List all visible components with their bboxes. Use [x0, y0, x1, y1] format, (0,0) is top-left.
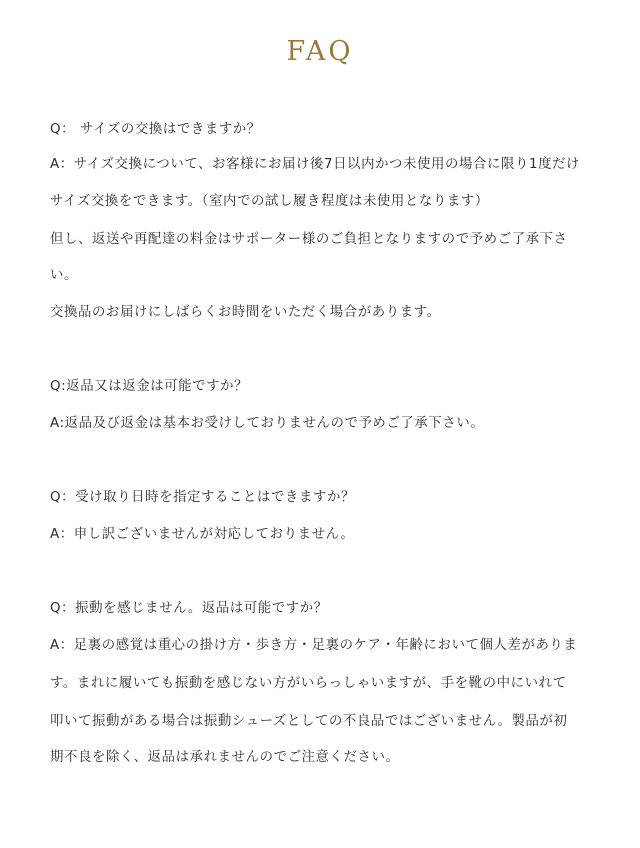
faq-answer-line: サイズ交換をできます。（室内での試し履き程度は未使用となります） [50, 194, 489, 209]
faq-answer-line: A：足裏の感覚は重心の掛け方・歩き方・足裏のケア・年齢において個人差がありま [50, 638, 578, 653]
faq-answer-line: A：申し訳ございませんが対応しておりません。 [50, 527, 355, 542]
faq-answer-line: A:返品及び返金は基本お受けしておりませんので予めご了承下さい。 [50, 416, 485, 431]
faq-answer-line: す。まれに履いても振動を感じない方がいらっしゃいますが、手を靴の中にいれて [50, 676, 567, 691]
faq-answer-line: 但し、返送や再配達の料金はサポーター様のご負担となりますので予めご了承下さ [50, 232, 568, 247]
faq-question: Q：受け取り日時を指定することはできますか？ [50, 490, 355, 505]
faq-title: FAQ [286, 36, 354, 67]
faq-answer-line: 期不良を除く、返品は承れませんのでご注意ください。 [50, 750, 400, 765]
faq-answer-line: A：サイズ交換について、お客様にお届け後7日以内かつ未使用の場合に限り1度だけ [50, 157, 581, 172]
faq-answer-line: 叩いて振動がある場合は振動シューズとしての不良品ではございません。製品が初 [50, 714, 568, 729]
faq-question: Q： サイズの交換はできますか？ [50, 122, 261, 137]
faq-answer-line: 交換品のお届けにしばらくお時間をいただく場合があります。 [50, 305, 441, 320]
faq-question: Q:返品又は返金は可能ですか？ [50, 379, 249, 394]
faq-question: Q：振動を感じません。返品は可能ですか？ [50, 601, 328, 616]
faq-answer-line: い。 [50, 268, 78, 283]
